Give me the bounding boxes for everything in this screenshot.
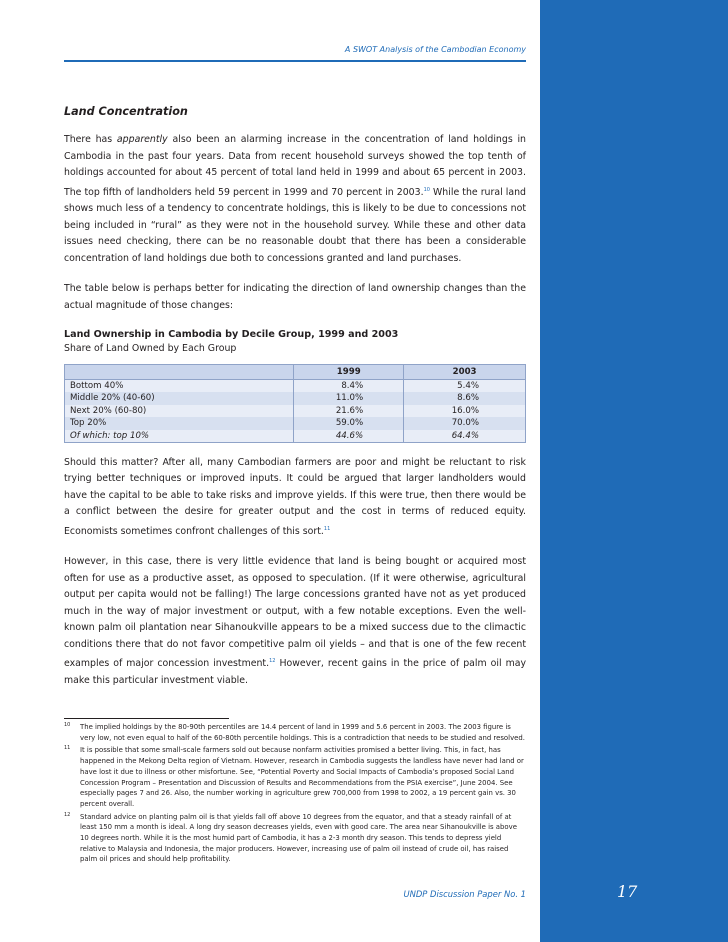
footnote-item	[64, 745, 526, 809]
table-title: Land Ownership in Cambodia by Decile Group, 1999 and 2003	[64, 329, 399, 340]
p1-text-c: While the rural land shows much less of a tendency to concentrate holdings, this is likely to be due to concessions not being included in “rural” as they were not in the household survey. While these and other data issues need checking, there can be no reasonable doubt that there has been a considerable concentration of land holdings due both to concessions granted and land purchases.	[64, 186, 526, 264]
paragraph-land-concentration	[64, 132, 526, 267]
p4-text-b: However, recent gains in the price of palm oil may make this particular investment viable.	[64, 658, 527, 686]
footnote-rule	[64, 718, 229, 719]
value-1999: 44.6%	[294, 430, 404, 443]
footnote-text: It is possible that some small-scale farmers sold out because nonfarm activities promised a better living. This, in fact, has happened in the Mekong Delta region of Vietnam. However, research in Cambodia suggests the landless have never had land or have lost it due to illness or other misfortune. See, “Potential Poverty and Social Impacts of Cambodia’s proposed Social Land Concession Program – Presentation and Discussion of Results and Recommendations from the PSIA exercise”, June 2004. See especially pages 7 and 26. Also, the number working in agriculture grew 700,000 from 1998 to 2002, a 19 percent gain vs. 30 percent overall.	[80, 746, 524, 808]
table-subtitle: Share of Land Owned by Each Group	[64, 343, 237, 354]
table-row	[65, 380, 526, 393]
paragraph-table-intro: The table below is perhaps better for indicating the direction of land ownership changes than the actual magnitude of those changes:	[64, 283, 526, 311]
section-heading: Land Concentration	[64, 105, 188, 118]
footnotes	[64, 722, 526, 867]
running-header: A SWOT Analysis of the Cambodian Economy	[344, 45, 526, 54]
footnote-number: 11	[64, 745, 71, 752]
row-label: Bottom 40%	[65, 380, 294, 393]
blue-sidebar-band	[540, 0, 728, 942]
header-2003: 2003	[404, 365, 526, 380]
value-2003: 8.6%	[404, 392, 526, 405]
p4-text-a: However, in this case, there is very little evidence that land is being bought or acquired most often for use as a productive asset, as opposed to speculation. (If it were otherwise, agricultural output per capita would not be falling!) The large concessions granted have not as yet produced much in the way of major investment or output, with a few notable exceptions. Even the well-known palm oil plantation near Sihanoukville appears to be a mixed success due to the climactic conditions there that do not favor competitive palm oil yields – and that is one of the few recent examples of major concession investment.	[64, 556, 526, 669]
footer-label: UNDP Discussion Paper No. 1	[403, 889, 526, 899]
footnote-item	[64, 722, 526, 743]
footnote-text: Standard advice on planting palm oil is that yields fall off above 10 degrees from the equator, and that a steady rainfall of at least 150 mm a month is ideal. A long dry season decreases yields, even with good care. The area near Sihanoukville is above 10 degrees north. While it is the most humid part of Cambodia, it has a 2-3 month dry season. This tends to depress yield relative to Malaysia and Indonesia, the major producers. However, increasing use of palm oil instead of crude oil, has raised palm oil prices and should help profitability.	[80, 812, 517, 864]
p1-text-b: also been an alarming increase in the concentration of land holdings in Cambodia in the past four years. Data from recent household surveys showed the top tenth of holdings accounted for about 45 percent of total land held in 1999 and about 65 percent in 2003. The top fifth of landholders held 59 percent in 1999 and 70 percent in 2003.	[64, 134, 526, 198]
main-content	[64, 105, 526, 703]
table-row	[65, 417, 526, 430]
value-2003: 16.0%	[404, 405, 526, 418]
footnote-ref-10[interactable]: 10	[423, 186, 430, 193]
footnote-ref-12[interactable]: 12	[269, 658, 276, 664]
footnote-text: The implied holdings by the 80-90th percentiles are 14.4 percent of land in 1999 and 5.6 percent in 2003. The 2003 figure is very low, not even equal to half of the 60-80th percentile holdings. This is a contradiction that needs to be studied and resolved.	[80, 723, 525, 742]
row-label: Of which: top 10%	[65, 430, 294, 443]
value-2003: 64.4%	[404, 430, 526, 443]
table-row	[65, 430, 526, 443]
table-header-row	[65, 365, 526, 380]
header-blank	[65, 365, 294, 380]
header-rule	[64, 60, 526, 62]
row-label: Next 20% (60-80)	[65, 405, 294, 418]
page-number: 17	[617, 882, 638, 901]
table-row	[65, 405, 526, 418]
value-1999: 11.0%	[294, 392, 404, 405]
value-1999: 21.6%	[294, 405, 404, 418]
footnote-number: 12	[64, 811, 71, 818]
land-ownership-table	[64, 364, 526, 443]
table-row	[65, 392, 526, 405]
paragraph-should-this-matter	[64, 455, 526, 541]
footnote-item	[64, 812, 526, 866]
value-2003: 5.4%	[404, 380, 526, 393]
value-1999: 8.4%	[294, 380, 404, 393]
row-label: Top 20%	[65, 417, 294, 430]
row-label: Middle 20% (40-60)	[65, 392, 294, 405]
value-2003: 70.0%	[404, 417, 526, 430]
paragraph-however	[64, 554, 526, 689]
footnote-ref-11[interactable]: 11	[323, 525, 331, 532]
p3-text: Should this matter? After all, many Cambodian farmers are poor and might be reluctant to risk trying better techniques or improved inputs. It could be argued that larger landholders would have the capital to be able to take risks and improve yields. If this were true, then there would be a conflict between the desire for greater output and the cost in terms of reduced equity. Economists sometimes confront challenges of this sort.	[64, 456, 526, 537]
p1-text-a: There has	[64, 134, 117, 145]
p1-emphasis: apparently	[116, 134, 168, 145]
header-1999: 1999	[294, 365, 404, 380]
footnote-number: 10	[64, 722, 71, 728]
value-1999: 59.0%	[294, 417, 404, 430]
